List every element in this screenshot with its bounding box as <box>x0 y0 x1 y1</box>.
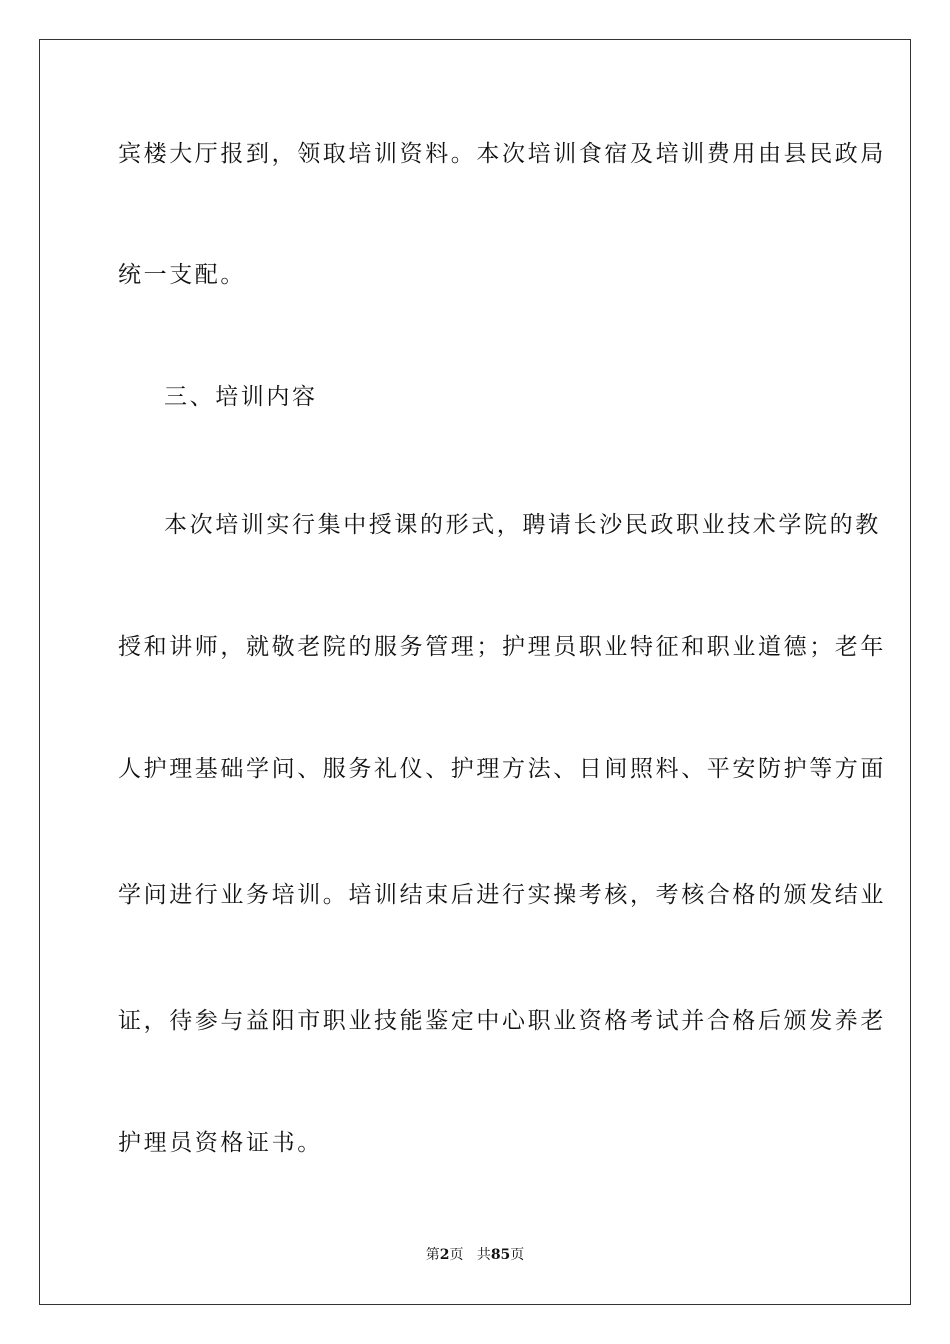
body-line-6: 人护理基础学问、服务礼仪、护理方法、日间照料、平安防护等方面 <box>118 756 886 782</box>
total-suffix: 页 <box>510 1247 525 1263</box>
body-line-7: 学问进行业务培训。培训结束后进行实操考核，考核合格的颁发结业 <box>118 882 886 908</box>
body-line-8: 证，待参与益阳市职业技能鉴定中心职业资格考试并合格后颁发养老 <box>118 1008 886 1034</box>
page-frame <box>39 39 911 1305</box>
body-line-2: 统一支配。 <box>118 262 246 288</box>
page-footer <box>0 1246 950 1264</box>
total-pages: 85 <box>490 1247 511 1263</box>
body-line-4: 本次培训实行集中授课的形式，聘请长沙民政职业技术学院的教 <box>164 512 881 538</box>
total-prefix: 共 <box>476 1247 491 1263</box>
page-number: 2 <box>439 1247 450 1263</box>
page-prefix: 第 <box>425 1247 440 1263</box>
body-line-5: 授和讲师，就敬老院的服务管理；护理员职业特征和职业道德；老年 <box>118 634 886 660</box>
page-suffix: 页 <box>449 1247 464 1263</box>
body-line-9: 护理员资格证书。 <box>118 1130 323 1156</box>
body-line-1: 宾楼大厅报到，领取培训资料。本次培训食宿及培训费用由县民政局 <box>118 141 886 167</box>
section-heading: 三、培训内容 <box>164 384 318 410</box>
